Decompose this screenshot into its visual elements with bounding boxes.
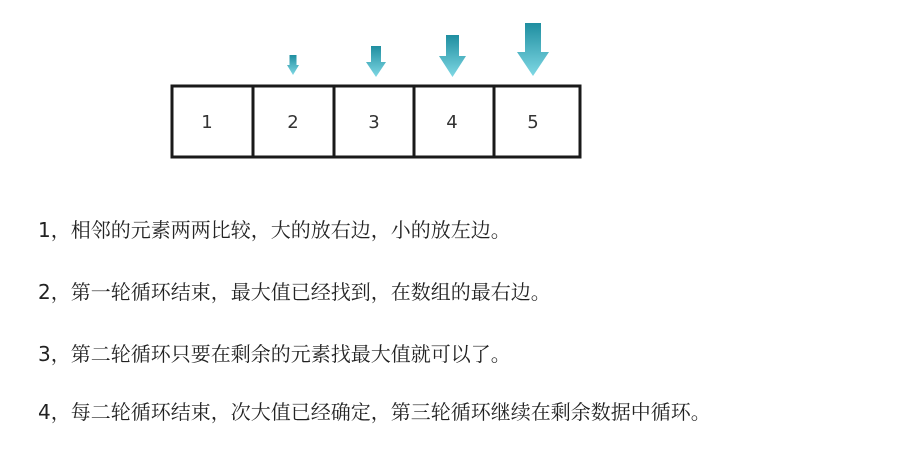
down-arrow-icon-3 bbox=[366, 46, 386, 77]
step-text-1: 1，相邻的元素两两比较，大的放右边，小的放左边。 bbox=[38, 218, 511, 242]
array-cell-3: 3 bbox=[368, 112, 380, 133]
array-cell-2: 2 bbox=[287, 112, 299, 133]
down-arrow-icon-4 bbox=[439, 35, 466, 77]
array-cell-4: 4 bbox=[446, 112, 458, 133]
down-arrow-icon-2 bbox=[287, 55, 299, 75]
array-diagram bbox=[0, 0, 912, 170]
step-text-2: 2，第一轮循环结束，最大值已经找到，在数组的最右边。 bbox=[38, 280, 551, 304]
step-text-3: 3，第二轮循环只要在剩余的元素找最大值就可以了。 bbox=[38, 342, 511, 366]
array-cell-1: 1 bbox=[201, 112, 213, 133]
array-cell-5: 5 bbox=[527, 112, 539, 133]
arrow-icons bbox=[287, 23, 549, 77]
step-text-4: 4，每二轮循环结束，次大值已经确定，第三轮循环继续在剩余数据中循环。 bbox=[38, 400, 711, 424]
down-arrow-icon-5 bbox=[517, 23, 549, 76]
